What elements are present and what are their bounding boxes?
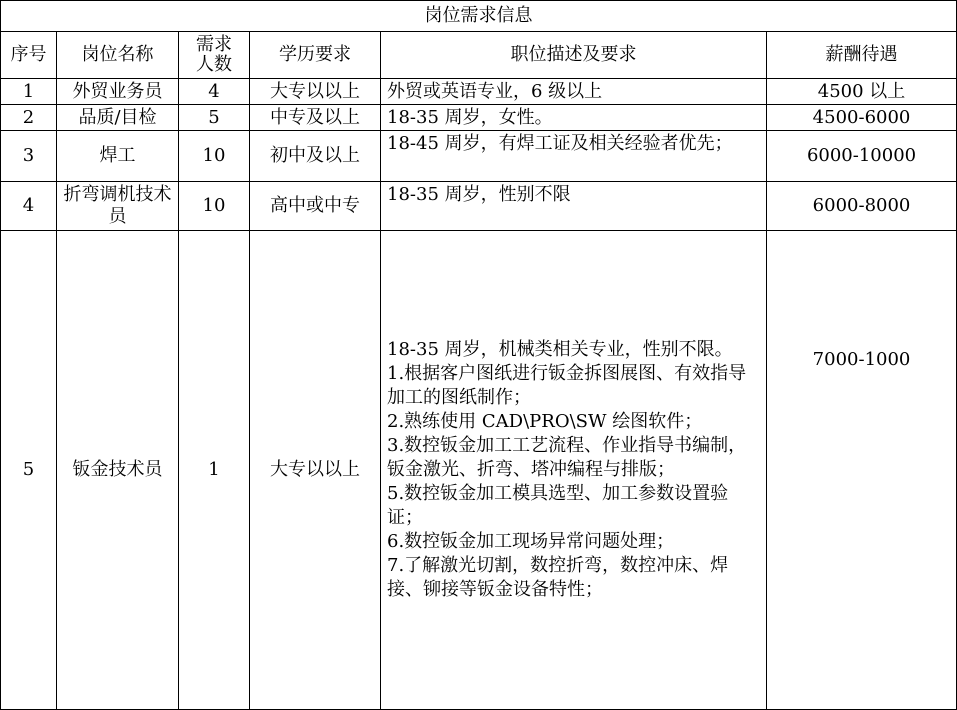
- row-position: 品质/目检: [57, 105, 179, 131]
- header-description: 职位描述及要求: [381, 32, 767, 79]
- row-no: 1: [1, 79, 57, 105]
- row-count: 1: [179, 231, 250, 710]
- row-education: 大专以以上: [250, 79, 381, 105]
- row-position: 焊工: [57, 131, 179, 182]
- row-no: 5: [1, 231, 57, 710]
- table-row: [1, 105, 957, 131]
- row-education: 初中及以上: [250, 131, 381, 182]
- row-position: 外贸业务员: [57, 79, 179, 105]
- row-count: 10: [179, 182, 250, 231]
- description-line: 5.数控钣金加工模具选型、加工参数设置验证；: [387, 483, 729, 528]
- row-no: 3: [1, 131, 57, 182]
- row-position: 钣金技术员: [57, 231, 179, 710]
- row-no: 2: [1, 105, 57, 131]
- row-education: 高中或中专: [250, 182, 381, 231]
- description-line: 1.根据客户图纸进行钣金拆图展图、有效指导加工的图纸制作；: [387, 363, 747, 408]
- table-row: [1, 79, 957, 105]
- row-description: 18-45 周岁，有焊工证及相关经验者优先；: [381, 131, 767, 182]
- row-description: 18-35 周岁，女性。: [381, 105, 767, 131]
- row-salary: 4500 以上: [767, 79, 957, 105]
- row-count: 4: [179, 79, 250, 105]
- row-no: 4: [1, 182, 57, 231]
- row-salary: 6000-8000: [767, 182, 957, 231]
- row-description: [381, 231, 767, 710]
- table-title: 岗位需求信息: [1, 1, 957, 32]
- header-education: 学历要求: [250, 32, 381, 79]
- row-salary: 6000-10000: [767, 131, 957, 182]
- table-row: [1, 131, 957, 182]
- row-education: 大专以以上: [250, 231, 381, 710]
- header-count-label: 需求 人数: [196, 34, 232, 75]
- description-list: [387, 338, 758, 602]
- table-row: [1, 231, 957, 710]
- row-count: 10: [179, 131, 250, 182]
- row-salary: 4500-6000: [767, 105, 957, 131]
- row-salary-value: 7000-1000: [812, 349, 911, 370]
- description-line: 7.了解激光切割，数控折弯，数控冲床、焊接、铆接等钣金设备特性；: [387, 555, 729, 600]
- header-no: 序号: [1, 32, 57, 79]
- row-description: 外贸或英语专业，6 级以上: [381, 79, 767, 105]
- description-line: 18-35 周岁，机械类相关专业，性别不限。: [387, 339, 733, 360]
- header-salary: 薪酬待遇: [767, 32, 957, 79]
- row-position: 折弯调机技术员: [57, 182, 179, 231]
- header-position: 岗位名称: [57, 32, 179, 79]
- row-salary: [767, 231, 957, 710]
- row-description: 18-35 周岁，性别不限: [381, 182, 767, 231]
- row-education: 中专及以上: [250, 105, 381, 131]
- description-line: 6.数控钣金加工现场异常问题处理；: [387, 531, 675, 552]
- table-row: [1, 182, 957, 231]
- header-count: [179, 32, 250, 79]
- description-line: 2.熟练使用 CAD\PRO\SW 绘图软件；: [387, 411, 703, 432]
- description-line: 3.数控钣金加工工艺流程、作业指导书编制，钣金激光、折弯、塔冲编程与排版；: [387, 435, 747, 480]
- row-count: 5: [179, 105, 250, 131]
